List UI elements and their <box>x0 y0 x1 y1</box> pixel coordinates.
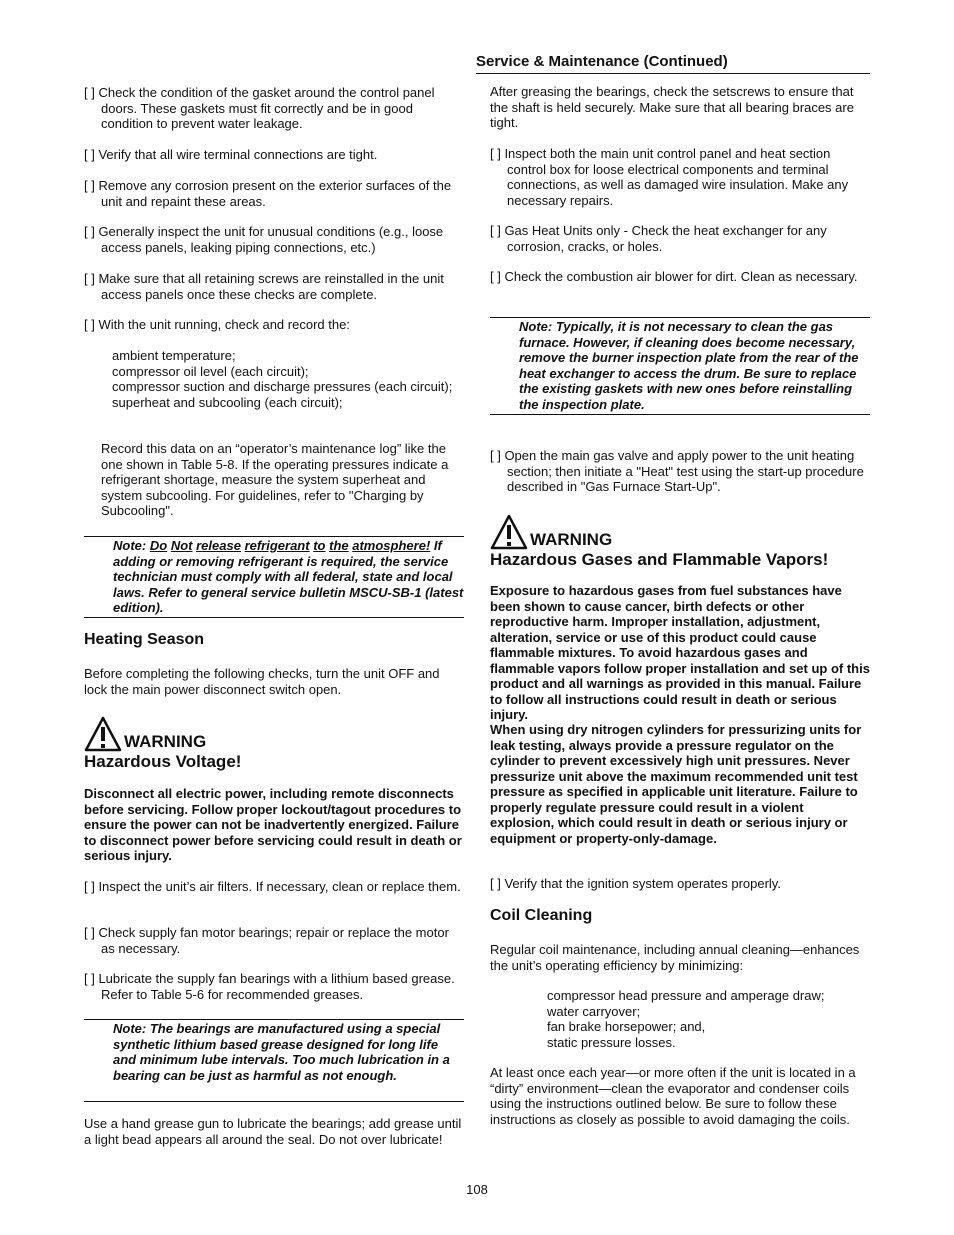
checklist-item-lubricate: [ ] Lubricate the supply fan bearings with a lithium based grease. Refer to Table 5-6 for recommended greases. <box>84 971 455 1002</box>
record-item: compressor suction and discharge pressures (each circuit); <box>112 379 453 394</box>
section-heading: Service & Maintenance (Continued) <box>476 53 728 70</box>
grease-paragraph: Use a hand grease gun to lubricate the bearings; add grease until a light bead appears all around the seal. Do not over lubricate! <box>84 1116 462 1147</box>
note-rule-top <box>84 536 464 537</box>
record-item: ambient temperature; <box>112 348 236 363</box>
checklist-item-air-filters: [ ] Inspect the unit’s air filters. If necessary, clean or replace them. <box>84 879 461 894</box>
note-word: atmosphere! <box>352 538 431 553</box>
checklist-item-inspect-unit: [ ] Generally inspect the unit for unusual conditions (e.g., loose access panels, leaking piping connections, etc.) <box>84 224 444 255</box>
note-word: release <box>196 538 241 553</box>
coil-item: static pressure losses. <box>547 1034 676 1050</box>
record-paragraph: Record this data on an “operator’s maintenance log” like the one shown in Table 5-8. If the operating pressures indicate a refrigerant shortage, measure the system superheat and system subcooling. For guidelines, refer to "Charging by Subcooling". <box>101 441 449 518</box>
warning-title: Hazardous Gases and Flammable Vapors! <box>490 550 829 569</box>
note-word: Do <box>149 538 168 553</box>
warning-gases-body-2: When using dry nitrogen cylinders for pressurizing units for leak testing, always provide a pressure regulator on the cylinder to prevent excessively high unit pressures. Never pressurize unit above the maximum recommended unit test pressure as specified in applicable unit literature. Failure to properly regulate pressure could result in a violent explosion, which could result in death or serious injury or equipment or property-only-damage. <box>490 722 862 846</box>
coil-item: fan brake horsepower; and, <box>547 1019 706 1034</box>
note-refrigerant <box>84 538 464 616</box>
note-rule-bottom <box>84 617 464 618</box>
checklist-item-heat-exchanger: [ ] Gas Heat Units only - Check the heat exchanger for any corrosion, cracks, or holes. <box>490 223 827 254</box>
checklist-item-gasket: [ ] Check the condition of the gasket around the control panel doors. These gaskets must fit correctly and be in good condition to prevent water leakage. <box>84 85 435 131</box>
setscrews-paragraph: After greasing the bearings, check the setscrews to ensure that the shaft is held securely. Make sure that all bearing braces are tight. <box>490 84 854 130</box>
record-item: compressor oil level (each circuit); <box>112 363 309 379</box>
warning-triangle-icon <box>84 716 122 752</box>
warning-gases-body-1: Exposure to hazardous gases from fuel substances have been shown to cause cancer, birth defects or other reproductive harm. Improper installation, adjustment, alteration, service or use of this product could cause flammable mixtures. To avoid hazardous gases and flammable vapors follow proper installation and set up of this product and all warnings as provided in this manual. Failure to follow all instructions could result in death or serious injury. <box>490 583 870 722</box>
coil-cleaning-paragraph: Regular coil maintenance, including annual cleaning—enhances the unit’s operating efficiency by minimizing: <box>490 942 860 973</box>
warning-word: WARNING <box>530 530 613 549</box>
coil-cleaning-heading: Coil Cleaning <box>490 907 593 924</box>
coil-list <box>490 988 870 1050</box>
heating-season-paragraph: Before completing the following checks, turn the unit OFF and lock the main power disconnect switch open. <box>84 666 440 697</box>
record-item: superheat and subcooling (each circuit); <box>112 394 343 410</box>
final-paragraph: At least once each year—or more often if the unit is located in a “dirty” environment—clean the evaporator and condenser coils using the instructions outlined below. Be sure to follow these instructions as closely as possible to avoid damaging the coils. <box>490 1065 856 1127</box>
note-gas-furnace: Note: Typically, it is not necessary to clean the gas furnace. However, if cleaning does become necessary, remove the burner inspection plate from the rear of the heat exchanger to access the drum. Be sure to replace the existing gaskets with new ones before reinstalling the inspection plate. <box>519 319 859 412</box>
coil-item: water carryover; <box>547 1003 641 1019</box>
checklist-item-control-panel: [ ] Inspect both the main unit control panel and heat section control box for loose electrical components and terminal connections, as well as damaged wire insulation. Make any necessary repairs. <box>490 146 849 208</box>
checklist-item-corrosion: [ ] Remove any corrosion present on the exterior surfaces of the unit and repaint these areas. <box>84 178 452 209</box>
checklist-item-fan-motor: [ ] Check supply fan motor bearings; repair or replace the motor as necessary. <box>84 925 449 956</box>
checklist-item-record: [ ] With the unit running, check and record the: <box>84 317 350 332</box>
page-number: 108 <box>466 1182 488 1197</box>
warning-voltage-body: Disconnect all electric power, including remote disconnects before servicing. Follow proper lockout/tagout procedures to ensure the power can not be inadvertently energized. Failure to disconnect power before servicing could result in death or serious injury. <box>84 786 462 863</box>
note-label: Note: <box>113 538 147 553</box>
note-word: the <box>329 538 349 553</box>
warning-title: Hazardous Voltage! <box>84 752 242 771</box>
note-text: If adding or removing refrigerant is required, the service technician must comply with all federal, state and local laws. Refer to general service bulletin MSCU-SB-1 (latest edition). <box>113 538 464 615</box>
note-rule-top <box>490 317 870 318</box>
note-word: to <box>313 538 326 553</box>
section-heading-rule <box>476 73 870 74</box>
note-word: refrigerant <box>244 538 310 553</box>
checklist-item-gas-valve: [ ] Open the main gas valve and apply power to the unit heating section; then initiate a "Heat" test using the start-up procedure described in "Gas Furnace Start-Up". <box>490 448 864 494</box>
note-bearings: Note: The bearings are manufactured using a special synthetic lithium based grease designed for long life and minimum lube intervals. Too much lubrication in a bearing can be just as harmful as not enough. <box>113 1021 450 1083</box>
note-word: Not <box>170 538 193 553</box>
record-list <box>84 348 464 410</box>
note-rule-bottom <box>84 1101 464 1102</box>
checklist-item-retaining-screws: [ ] Make sure that all retaining screws are reinstalled in the unit access panels once these checks are complete. <box>84 271 444 302</box>
note-rule-top <box>84 1019 464 1020</box>
note-rule-bottom <box>490 414 870 415</box>
warning-word: WARNING <box>124 732 207 751</box>
coil-item: compressor head pressure and amperage draw; <box>547 988 825 1003</box>
checklist-item-wire-terminals: [ ] Verify that all wire terminal connections are tight. <box>84 147 378 162</box>
checklist-item-ignition: [ ] Verify that the ignition system operates properly. <box>490 876 781 891</box>
checklist-item-combustion-blower: [ ] Check the combustion air blower for dirt. Clean as necessary. <box>490 269 858 284</box>
heating-season-heading: Heating Season <box>84 631 205 648</box>
warning-triangle-icon <box>490 514 528 550</box>
